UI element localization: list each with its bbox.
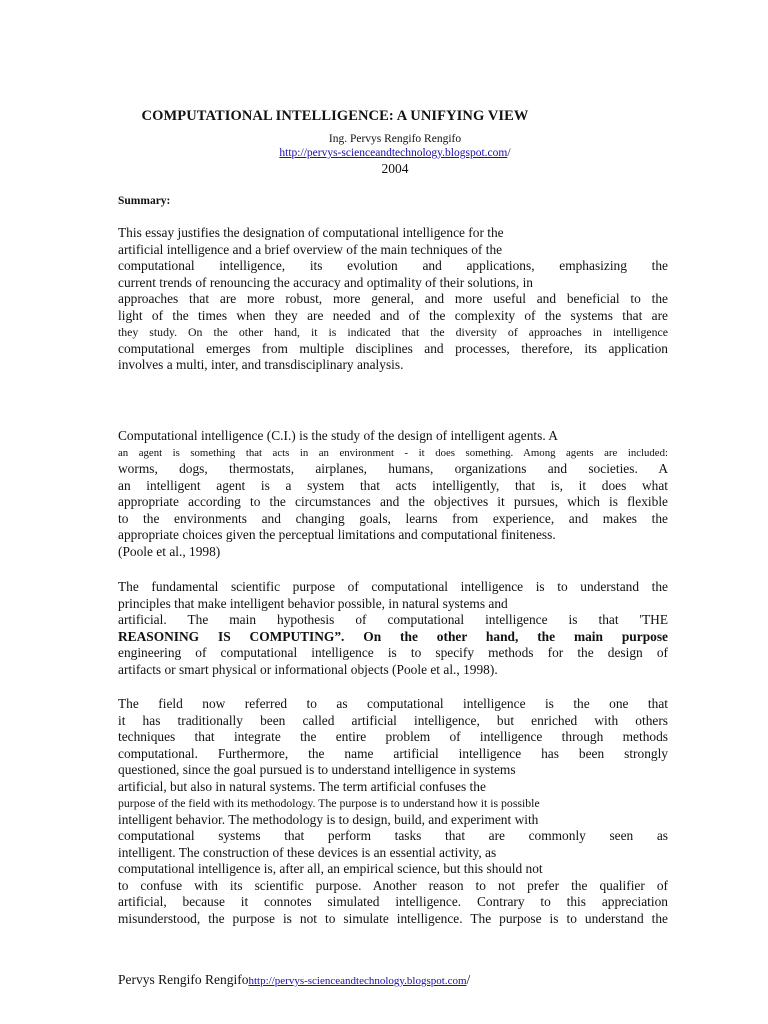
text-line: they study. On the other hand, it is indicated that the diversity of approaches in intelligence	[118, 325, 668, 339]
text-line: current trends of renouncing the accuracy and optimality of their solutions, in	[118, 274, 533, 290]
text-line: computational intelligence is, after all, an empirical science, but this should not	[118, 861, 543, 876]
text-line: engineering of computational intelligence is to specify methods for the design of	[118, 645, 668, 660]
text-line: principles that make intelligent behavior possible, in natural systems and	[118, 595, 508, 611]
text-line: worms, dogs, thermostats, airplanes, humans, organizations and societies. A	[118, 461, 668, 476]
text-line: Computational intelligence (C.I.) is the study of the design of intelligent agents. A	[118, 428, 558, 443]
author-url-link[interactable]: http://pervys-scienceandtechnology.blogspot.com	[279, 147, 508, 159]
text-line: questioned, since the goal pursued is to understand intelligence in systems	[118, 762, 516, 777]
text-line: purpose of the field with its methodology. The purpose is to understand how it is possible	[118, 796, 540, 810]
summary-paragraph	[118, 225, 668, 374]
text-line: The field now referred to as computational intelligence is the one that	[118, 696, 668, 711]
text-line: light of the times when they are needed and of the complexity of the systems that are	[118, 307, 668, 323]
paragraph-definition	[118, 428, 668, 560]
text-line: artificial, because it connotes simulated intelligence. Contrary to this appreciation	[118, 894, 668, 909]
author-url-suffix: /	[507, 147, 511, 159]
text-line: This essay justifies the designation of computational intelligence for the	[118, 225, 504, 240]
text-line: REASONING IS COMPUTING”. On the other hand, the main purpose	[118, 628, 668, 644]
publication-year: 2004	[381, 161, 409, 176]
text-line: artificial, but also in natural systems. The term artificial confuses the	[118, 778, 486, 794]
text-line: to confuse with its scientific purpose. Another reason to not prefer the qualifier of	[118, 877, 668, 893]
text-line: to the environments and changing goals, learns from experience, and makes the	[118, 510, 668, 526]
footer-url-link[interactable]: http://pervys-scienceandtechnology.blogspot.com	[248, 975, 467, 987]
text-line: The fundamental scientific purpose of computational intelligence is to understand the	[118, 579, 668, 594]
text-line: artificial intelligence and a brief overview of the main techniques of the	[118, 241, 503, 257]
text-line: an intelligent agent is a system that acts intelligently, that is, it does what	[118, 477, 668, 493]
text-line: (Poole et al., 1998)	[118, 543, 221, 559]
text-line: artifacts or smart physical or informational objects (Poole et al., 1998).	[118, 661, 498, 677]
footer-url-suffix: /	[466, 972, 471, 987]
text-line: computational systems that perform tasks that are commonly seen as	[118, 828, 668, 843]
page-footer	[118, 972, 470, 988]
text-line: computational intelligence, its evolution and applications, emphasizing the	[118, 258, 668, 273]
text-line: techniques that integrate the entire problem of intelligence through methods	[118, 729, 668, 744]
text-line: it has traditionally been called artificial intelligence, but enriched with others	[118, 712, 668, 728]
author-name: Ing. Pervys Rengifo Rengifo	[328, 133, 462, 145]
summary-heading: Summary:	[118, 195, 171, 207]
text-line: an agent is something that acts in an environment - it does something. Among agents are included:	[118, 446, 668, 459]
text-line: computational. Furthermore, the name artificial intelligence has been strongly	[118, 745, 668, 761]
text-line: artificial. The main hypothesis of computational intelligence is that 'THE	[118, 612, 668, 627]
paragraph-field	[118, 696, 668, 927]
footer-author: Pervys Rengifo Rengifo	[118, 972, 249, 987]
text-line: computational emerges from multiple disciplines and processes, therefore, its application	[118, 340, 668, 356]
text-line: involves a multi, inter, and transdisciplinary analysis.	[118, 357, 404, 372]
text-line: intelligent behavior. The methodology is to design, build, and experiment with	[118, 811, 539, 827]
text-line: intelligent. The construction of these devices is an essential activity, as	[118, 844, 497, 860]
text-line: appropriate choices given the perceptual limitations and computational finiteness.	[118, 527, 556, 542]
author-url-line	[0, 147, 768, 159]
text-line: appropriate according to the circumstances and the objectives it pursues, which is flexible	[118, 494, 668, 509]
text-line: misunderstood, the purpose is not to simulate intelligence. The purpose is to understand the	[118, 910, 668, 926]
document-title: COMPUTATIONAL INTELLIGENCE: A UNIFYING VIEW	[141, 108, 529, 124]
text-line: approaches that are more robust, more general, and more useful and beneficial to the	[118, 291, 668, 306]
paragraph-purpose	[118, 579, 668, 678]
